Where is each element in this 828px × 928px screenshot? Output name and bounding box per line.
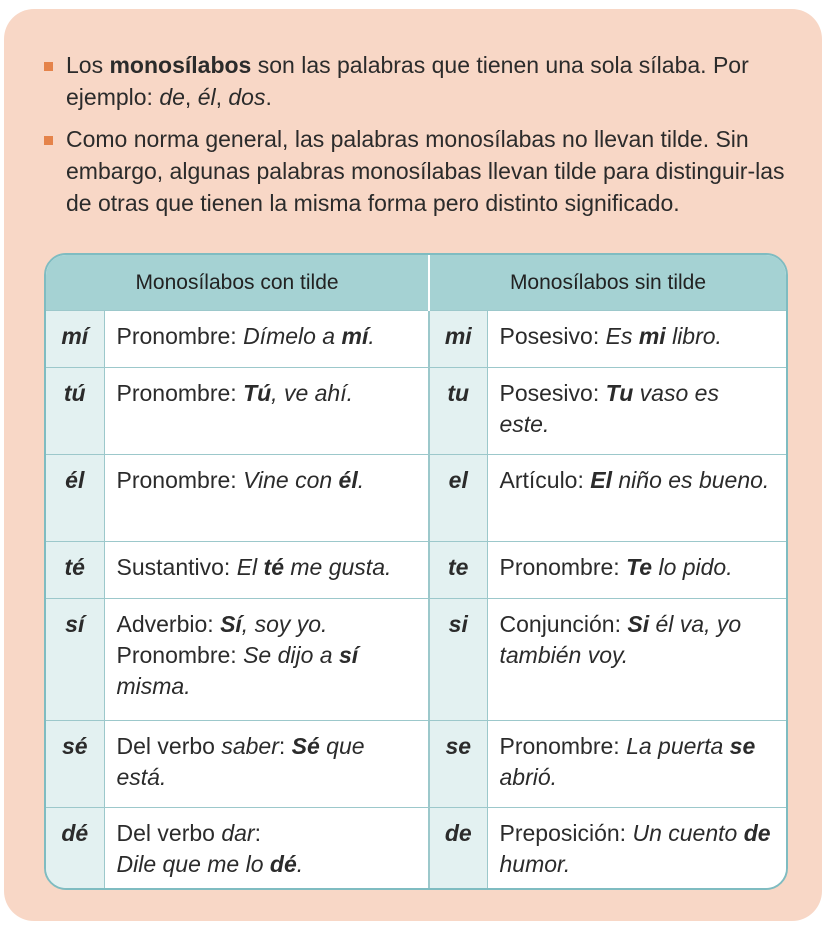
table-row	[46, 542, 786, 599]
unaccented-word: de	[429, 808, 487, 891]
accented-word: él	[46, 455, 104, 542]
accented-word-usage: Pronombre: Vine con él.	[104, 455, 429, 542]
unaccented-word-usage: Preposición: Un cuento de humor.	[487, 808, 786, 891]
unaccented-word: tu	[429, 368, 487, 455]
accented-word-usage: Pronombre: Tú, ve ahí.	[104, 368, 429, 455]
monosyllable-table	[44, 253, 788, 890]
unaccented-word: el	[429, 455, 487, 542]
table-row	[46, 455, 786, 542]
unaccented-word-usage: Artículo: El niño es bueno.	[487, 455, 786, 542]
unaccented-word: mi	[429, 311, 487, 368]
unaccented-word: se	[429, 721, 487, 808]
accented-word-usage: Sustantivo: El té me gusta.	[104, 542, 429, 599]
accented-word: sí	[46, 599, 104, 721]
accented-word: sé	[46, 721, 104, 808]
bullet-square-icon	[44, 62, 53, 71]
bullet-item-definition: Los monosílabos son las palabras que tienen una sola sílaba. Por ejemplo: de, él, dos.	[44, 49, 794, 113]
term-bold: monosílabos	[109, 52, 252, 78]
header-with-tilde: Monosílabos con tilde	[46, 255, 429, 311]
accented-word: tú	[46, 368, 104, 455]
table-row	[46, 311, 786, 368]
accented-word-usage: Adverbio: Sí, soy yo. Pronombre: Se dijo a sí misma.	[104, 599, 429, 721]
accented-word-usage: Del verbo saber: Sé que está.	[104, 721, 429, 808]
unaccented-word-usage: Posesivo: Tu vaso es este.	[487, 368, 786, 455]
bullet-item-rule: Como norma general, las palabras monosílabas no llevan tilde. Sin embargo, algunas palabras monosílabas llevan tilde para distinguir-las de otras que tienen la misma forma pero distinto significado.	[44, 123, 794, 219]
accented-word-usage: Del verbo dar: Dile que me lo dé.	[104, 808, 429, 891]
bullet-square-icon	[44, 136, 53, 145]
accented-word: dé	[46, 808, 104, 891]
table-row	[46, 721, 786, 808]
table-row	[46, 368, 786, 455]
unaccented-word-usage: Pronombre: Te lo pido.	[487, 542, 786, 599]
info-card	[4, 9, 822, 921]
unaccented-word: si	[429, 599, 487, 721]
accented-word: té	[46, 542, 104, 599]
unaccented-word: te	[429, 542, 487, 599]
table-row	[46, 599, 786, 721]
table-row	[46, 808, 786, 891]
unaccented-word-usage: Pronombre: La puerta se abrió.	[487, 721, 786, 808]
accented-word-usage: Pronombre: Dímelo a mí.	[104, 311, 429, 368]
unaccented-word-usage: Posesivo: Es mi libro.	[487, 311, 786, 368]
bullet-list	[44, 49, 794, 229]
accented-word: mí	[46, 311, 104, 368]
unaccented-word-usage: Conjunción: Si él va, yo también voy.	[487, 599, 786, 721]
header-without-tilde: Monosílabos sin tilde	[429, 255, 786, 311]
